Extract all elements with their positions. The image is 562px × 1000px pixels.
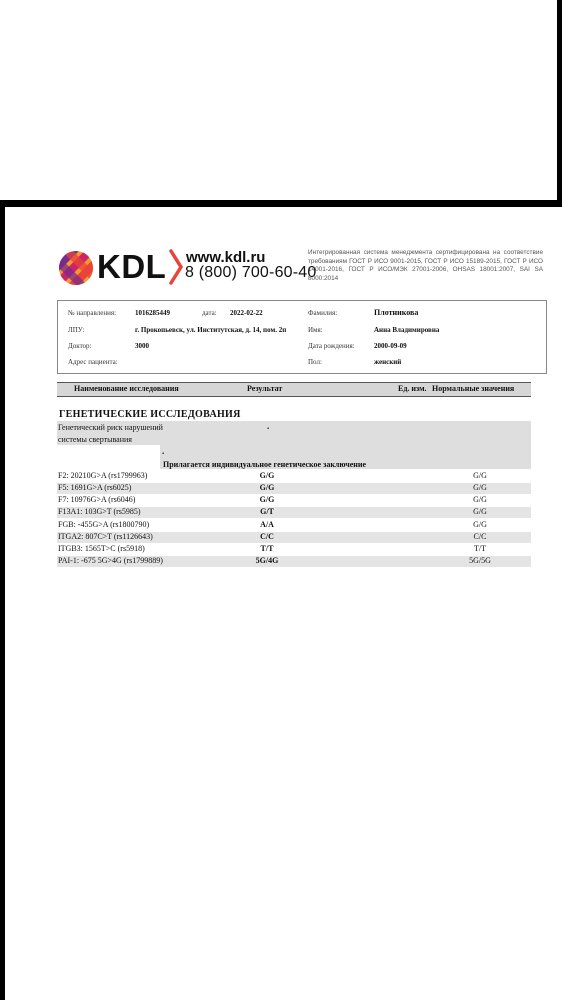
test-result: 5G/4G xyxy=(255,556,279,565)
patient-info-box xyxy=(57,300,547,374)
test-normal: G/G xyxy=(473,483,487,492)
test-name: PAI-1: -675 5G>4G (rs1799889) xyxy=(58,556,163,565)
doctor-label: Доктор: xyxy=(68,342,92,350)
risk-result-dot: . xyxy=(267,421,270,431)
test-normal: 5G/5G xyxy=(469,556,491,565)
section-title: ГЕНЕТИЧЕСКИЕ ИССЛЕДОВАНИЯ xyxy=(59,409,241,420)
table-row xyxy=(57,544,531,555)
table-row xyxy=(57,556,531,567)
table-row xyxy=(57,532,531,543)
test-normal: G/G xyxy=(473,495,487,504)
test-normal: G/G xyxy=(473,507,487,516)
test-name: F7: 10976G>A (rs6046) xyxy=(58,495,136,504)
test-normal: C/C xyxy=(473,532,487,541)
birth-value: 2000-09-09 xyxy=(374,342,407,350)
risk-label-line1: Генетический риск нарушений xyxy=(58,423,163,432)
test-name: F2: 20210G>A (rs1799963) xyxy=(58,471,148,480)
kdl-logo-icon xyxy=(58,250,94,286)
site-link[interactable]: www.kdl.ru xyxy=(186,249,266,266)
date-label: дата: xyxy=(202,309,217,317)
test-name: ITGA2: 807C>T (rs1126643) xyxy=(58,532,153,541)
referral-label: № направления: xyxy=(68,309,117,317)
results-table-header xyxy=(57,382,531,397)
test-normal: G/G xyxy=(473,471,487,480)
col-header-unit: Ед. изм. xyxy=(398,384,427,393)
col-header-normal: Нормальные значения xyxy=(432,384,515,393)
test-name: FGB: -455G>A (rs1800790) xyxy=(58,520,150,529)
col-header-name: Наименование исследования xyxy=(74,384,179,393)
address-label: Адрес пациента: xyxy=(68,358,118,366)
name-value: Анна Владимировна xyxy=(374,326,440,334)
previous-page xyxy=(0,0,557,200)
surname-value: Плотникова xyxy=(374,308,419,317)
test-result: T/T xyxy=(260,544,274,553)
test-result: G/G xyxy=(259,495,275,504)
conclusion-text: Прилагается индивидуальное генетическое заключение xyxy=(163,460,367,469)
test-result: C/C xyxy=(260,532,274,541)
doctor-value: 3000 xyxy=(135,342,149,350)
test-result: G/G xyxy=(259,471,275,480)
name-label: Имя: xyxy=(308,326,323,334)
referral-value: 1016285449 xyxy=(135,309,170,317)
sex-value: женский xyxy=(374,358,402,366)
chevron-right-icon xyxy=(168,248,184,286)
test-name: F5: 1691G>A (rs6025) xyxy=(58,483,132,492)
test-name: F13A1: 103G>T (rs5985) xyxy=(58,507,141,516)
lpu-label: ЛПУ: xyxy=(68,326,85,334)
test-name: ITGB3: 1565T>C (rs5918) xyxy=(58,544,145,553)
table-row xyxy=(57,495,531,506)
risk-label-line2: системы свертывания xyxy=(58,435,132,444)
certification-text: Интегрированная система менеджмента сертифицирована на соответствие требованиям ГОСТ Р ИСО 9001-2015, ГОСТ Р ИСО 15189-2015, ГОСТ Р ИСО 14001-2016, ГОСТ Р ИСО/МЭК 27001-2006, OHSAS 18001:2007, SAI SA 8000:2014 xyxy=(308,249,543,282)
test-result: G/G xyxy=(259,483,275,492)
test-result: A/A xyxy=(260,520,274,529)
brand-name: KDL xyxy=(97,248,167,285)
sex-label: Пол: xyxy=(308,358,322,366)
surname-label: Фамилия: xyxy=(308,309,338,317)
lpu-value: г. Прокопьевск, ул. Институтская, д. 14, пом. 2п xyxy=(135,326,287,334)
table-row xyxy=(57,483,531,494)
table-row xyxy=(57,507,531,518)
test-normal: G/G xyxy=(473,520,487,529)
conclusion-dot: . xyxy=(162,446,165,456)
date-value: 2022-02-22 xyxy=(230,309,263,317)
test-normal: T/T xyxy=(474,544,486,553)
table-row xyxy=(57,471,531,482)
test-result: G/T xyxy=(260,507,274,516)
phone-number[interactable]: 8 (800) 700-60-40 xyxy=(185,264,317,281)
table-row xyxy=(57,520,531,531)
col-header-result: Результат xyxy=(247,384,283,393)
birth-label: Дата рождения: xyxy=(308,342,355,350)
